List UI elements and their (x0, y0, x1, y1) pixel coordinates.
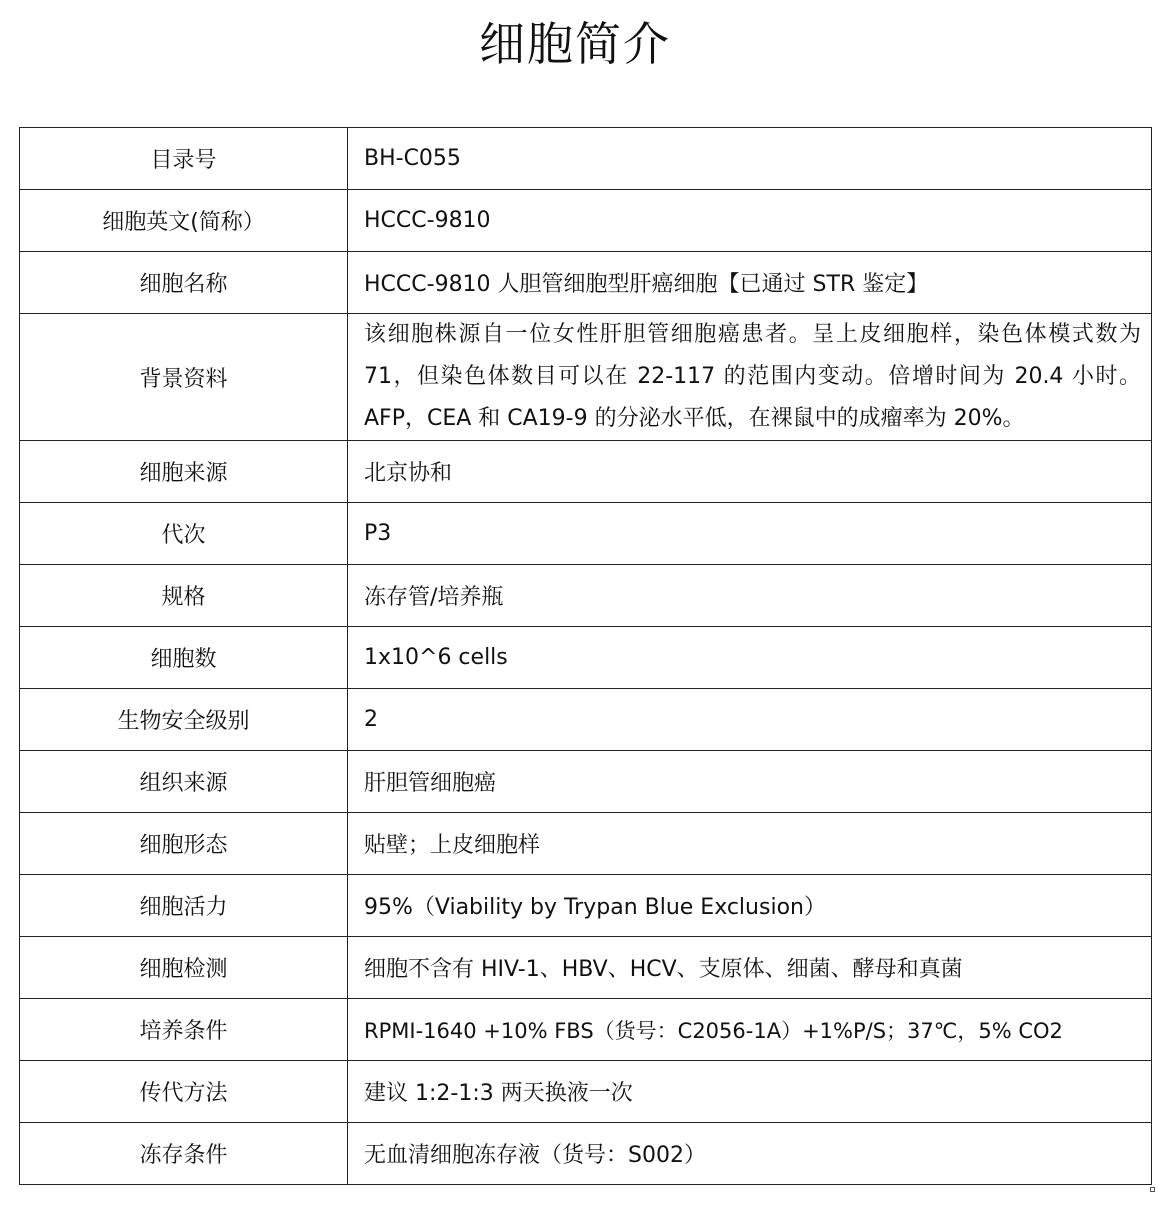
table-row-tissue-source (20, 751, 1152, 813)
table-row-catalog-number (20, 128, 1152, 190)
row-label: 细胞数 (20, 627, 348, 689)
row-label: 规格 (20, 565, 348, 627)
row-label: 传代方法 (20, 1061, 348, 1123)
row-label: 冻存条件 (20, 1123, 348, 1185)
row-value: 北京协和 (348, 441, 1152, 503)
row-value: 肝胆管细胞癌 (348, 751, 1152, 813)
table-row-background (20, 314, 1152, 441)
row-value: P3 (348, 503, 1152, 565)
row-label: 细胞来源 (20, 441, 348, 503)
cell-info-table (19, 127, 1152, 1185)
row-label: 组织来源 (20, 751, 348, 813)
table-row-english-name (20, 190, 1152, 252)
row-label: 细胞英文(简称） (20, 190, 348, 252)
table-row-morphology (20, 813, 1152, 875)
row-value: 该细胞株源自一位女性肝胆管细胞癌患者。呈上皮细胞样，染色体模式数为 71，但染色体数目可以在 22-117 的范围内变动。倍增时间为 20.4 小时。AFP，CEA 和 CA19-9 的分泌水平低，在裸鼠中的成瘤率为 20%。 (348, 314, 1152, 441)
table-row-passage (20, 503, 1152, 565)
row-label: 细胞形态 (20, 813, 348, 875)
table-row-testing (20, 937, 1152, 999)
row-label: 细胞检测 (20, 937, 348, 999)
row-value: 贴壁；上皮细胞样 (348, 813, 1152, 875)
end-of-table-marker (1150, 1187, 1155, 1192)
row-value: 无血清细胞冻存液（货号：S002） (348, 1123, 1152, 1185)
row-label: 细胞活力 (20, 875, 348, 937)
page-title: 细胞简介 (479, 17, 671, 71)
row-value: 冻存管/培养瓶 (348, 565, 1152, 627)
table-row-culture-conditions (20, 999, 1152, 1061)
row-label: 代次 (20, 503, 348, 565)
table-row-cell-name (20, 252, 1152, 314)
row-value: RPMI-1640 +10% FBS（货号：C2056-1A）+1%P/S；37℃，5% CO2 (348, 999, 1152, 1061)
row-label: 目录号 (20, 128, 348, 190)
table-row-biosafety-level (20, 689, 1152, 751)
table-row-freezing-conditions (20, 1123, 1152, 1185)
row-value: 建议 1:2-1:3 两天换液一次 (348, 1061, 1152, 1123)
row-label: 培养条件 (20, 999, 348, 1061)
table-row-cell-count (20, 627, 1152, 689)
row-value: HCCC-9810 (348, 190, 1152, 252)
row-value: HCCC-9810 人胆管细胞型肝癌细胞【已通过 STR 鉴定】 (348, 252, 1152, 314)
table-row-specification (20, 565, 1152, 627)
table-row-viability (20, 875, 1152, 937)
row-label: 细胞名称 (20, 252, 348, 314)
row-label: 背景资料 (20, 314, 348, 441)
table-row-cell-source (20, 441, 1152, 503)
row-value: 95%（Viability by Trypan Blue Exclusion） (348, 875, 1152, 937)
row-value: 细胞不含有 HIV-1、HBV、HCV、支原体、细菌、酵母和真菌 (348, 937, 1152, 999)
table-row-passage-method (20, 1061, 1152, 1123)
row-value: BH-C055 (348, 128, 1152, 190)
row-value: 2 (348, 689, 1152, 751)
row-value: 1x10^6 cells (348, 627, 1152, 689)
row-label: 生物安全级别 (20, 689, 348, 751)
